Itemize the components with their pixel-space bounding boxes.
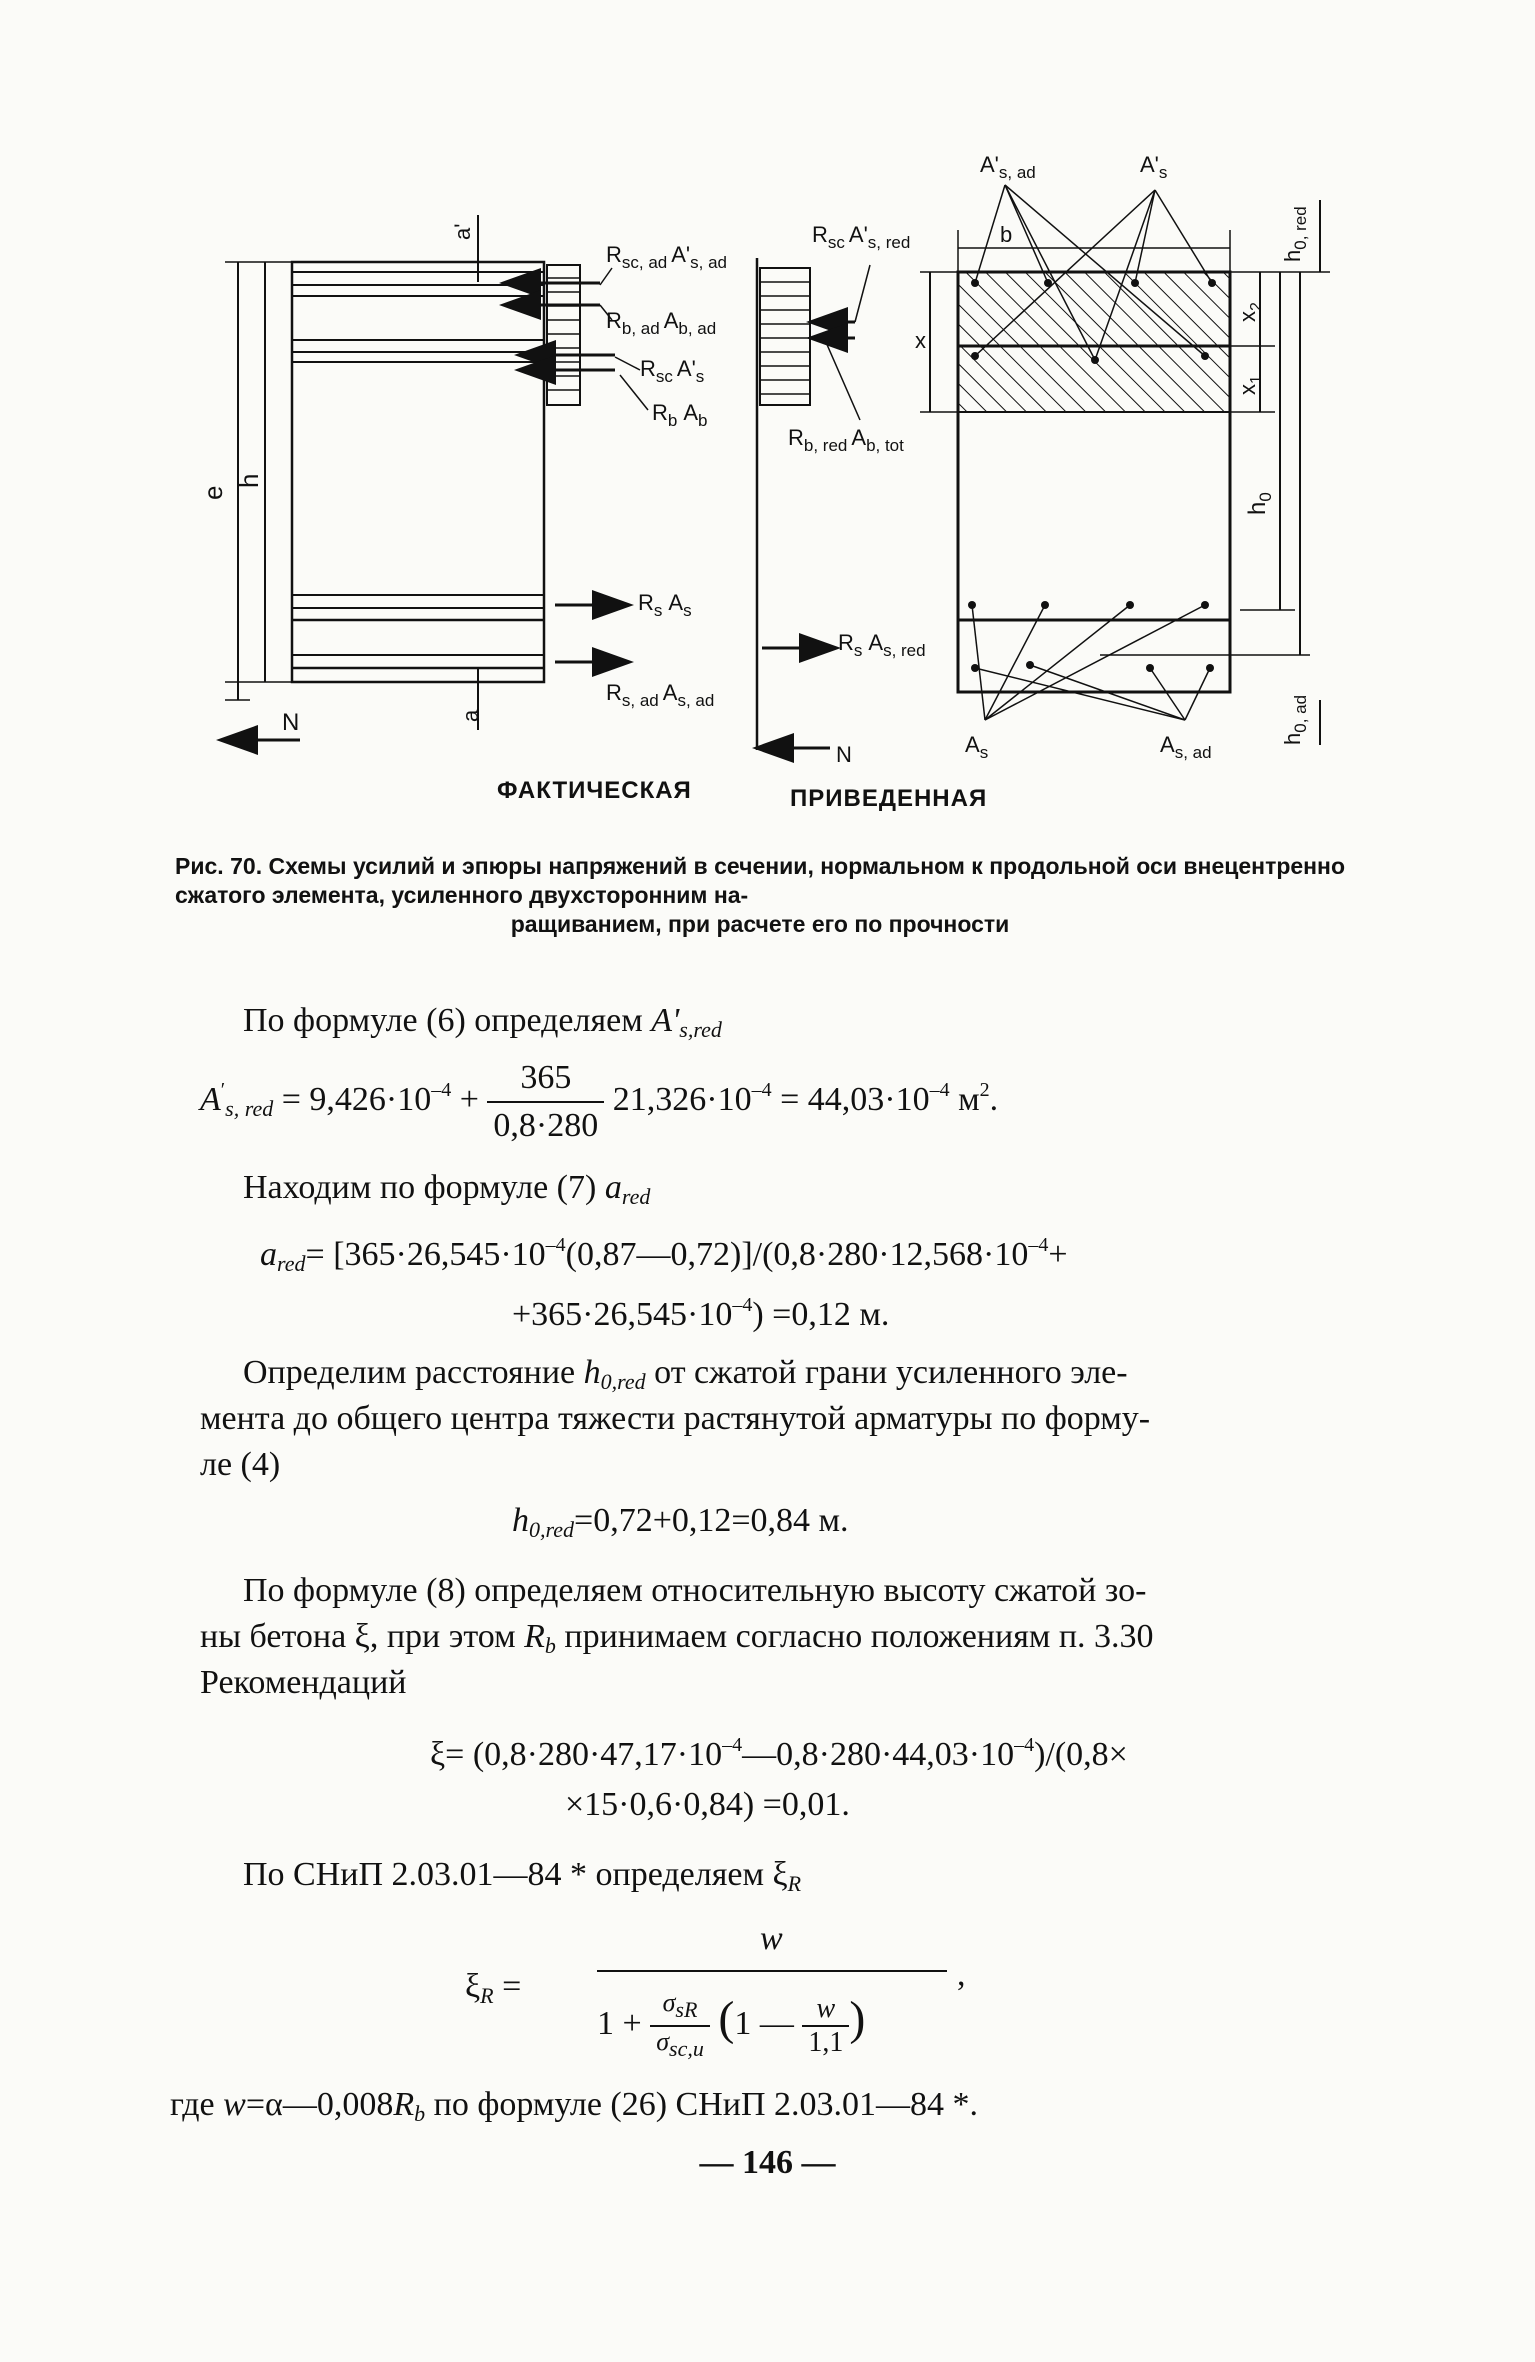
svg-text:h0: $h_0$ [1244,492,1275,515]
svg-text:Rsc, adA's, ad: $R_{sc, ad}$ $A'_{s, ad}$ [606,242,727,272]
equation-4-line-2: ×15·0,6·0,84) =0,01. [565,1786,850,1823]
svg-text:Rb, adAb, ad: $R_{b, ad}$ $A_{b, ad}$ [606,308,717,338]
label-As-ad-top: A' [980,152,999,177]
equation-2-line-2: $+365\cdot 26,545\cdot 10^{-4}) =0,12$ м. [512,1294,890,1333]
svg-text:RsAs, red: $R_s$ $A_{s, red}$ [838,630,926,660]
caption-line3: ращиванием, при расчете его по прочности [510,911,1010,937]
label-rs: R [638,590,654,615]
equation-2-line-1: $a_{red}=$ $[365\cdot 26,545\cdot 10^{-4}(0,87—0,72)]/(0,8\cdot 280\cdot 12,568\cdot 10^{-4}+$ [260,1234,1068,1276]
figure-schemes [0,0,1535,850]
label-rb: R [652,400,668,425]
paragraph-4-line-1: По формуле (8) определяем относительную высоту сжатой зо- [243,1572,1147,1609]
svg-text:RscA's: $R_{sc}$ $A'_s$ [640,356,705,386]
label-As-top: A' [1140,152,1159,177]
svg-text:RsAs: $R_s$ $A_s$ [638,590,692,620]
equation-1: $A'_{s, red} = 9,426\cdot 10^{-4}$ + $\frac{365}{0,8\cdot 280}$ $21,326\cdot 10^{-4} = 44,03\cdot 10^{-4}$ $м^2$. [200,1055,998,1149]
svg-text:x1: $x_1$ [1235,375,1265,395]
reduced-section [920,185,1330,745]
paragraph-3-line-1: Определим расстояние $h_{0,red}$ от сжатой грани усиленного эле- [243,1354,1128,1394]
caption-fig-no: Рис. 70. [175,853,263,879]
paragraph-3-line-3: ле (4) [200,1446,281,1483]
svg-text:A's: $A'_s$ [1140,152,1168,182]
equation-4-line-1: $\xi= (0,8\cdot 280\cdot 47,17\cdot 10^{-4}—0,8\cdot 280\cdot 44,03\cdot 10^{-4})/(0,8\times$ [430,1734,1128,1773]
label-rsc: R [640,356,656,381]
svg-text:x2: $x_2$ [1235,302,1265,322]
label-h0red: h [1280,249,1305,262]
label-h0ad: h [1280,732,1305,745]
paragraph-1: По формуле (6) определяем $A'_{s,red}$ [243,1002,722,1042]
svg-text:h0, ad: $h_{0, ad}$ [1280,694,1310,745]
paragraph-4-line-3: Рекомендаций [200,1664,407,1701]
label-h0: h [1244,501,1271,515]
paragraph-3-line-2: мента до общего центра тяжести растянутой арматуры по форму- [200,1400,1151,1437]
svg-text:RbAb: $R_b$ $A_b$ [652,400,708,430]
label-N: N [282,709,300,736]
page-number: — 146 — [699,2144,836,2181]
paragraph-6: где $w=\alpha—0,008R_b$ по формуле (26) СНиП 2.03.01—84 *. [170,2086,979,2126]
figure-caption [175,852,1345,939]
label-N2: N [836,742,852,767]
equation-5: $\xi_R$ = w , 1 + $\frac{\sigma_{sR}}{\sigma_{sc,u}}$ (1 — $\frac{w}{1,1}$ ) [465,1920,966,2061]
label-As-bot: A [965,732,980,757]
paragraph-4-line-2: ны бетона ξ, при этом $R_b$ принимаем согласно положениям п. 3.30 [200,1618,1154,1658]
label-a-prime: a' [450,223,475,240]
paragraph-2: Находим по формуле (7) $a_{red}$ [243,1169,651,1209]
svg-text:Rb, redAb, tot: $R_{b, red}$ $A_{b, tot}$ [788,425,904,455]
svg-text:As, ad: $A_{s, ad}$ [1160,732,1212,762]
svg-text:Rs, adAs, ad: $R_{s, ad}$ $A_{s, ad}$ [606,680,715,710]
label-rsc-red: R [812,222,828,247]
reduced-stress-diagram [757,258,870,750]
label-h: h [234,473,264,488]
svg-text:A's, ad: $A'_{s, ad}$ [980,152,1036,182]
svg-text:RscA's, red: $R_{sc}$ $A'_{s, red}$ [812,222,911,252]
label-reduced: ПРИВЕДЕННАЯ [790,785,988,812]
label-rb-ad: R [606,308,622,333]
label-x1: x [1235,384,1260,395]
svg-text:As: $A_s$ [965,732,989,762]
caption-line1: Схемы усилий и эпюры напряжений в сечении, нормальном к продольной оси внецентренно сжатого элемента, усиленного двухсторонним на- [175,853,1346,908]
label-x2: x [1235,311,1260,322]
label-b: b [1000,222,1013,247]
label-rsc-ad: R [606,242,622,267]
label-a: a [458,709,483,722]
label-As-ad-bot: A [1160,732,1175,757]
label-rs-ad: R [606,680,622,705]
actual-section [222,215,648,740]
svg-text:h0, red: $h_{0, red}$ [1280,206,1310,262]
paragraph-5: По СНиП 2.03.01—84 * определяем $\xi_R$ [243,1856,802,1896]
label-e: e [198,485,228,500]
label-rb-red: R [788,425,804,450]
label-x: x [915,328,926,353]
label-rs-red: R [838,630,854,655]
label-actual: ФАКТИЧЕСКАЯ [497,777,692,804]
equation-3: $h_{0,red}=0,72+0,12=0,84$ м. [512,1502,849,1542]
